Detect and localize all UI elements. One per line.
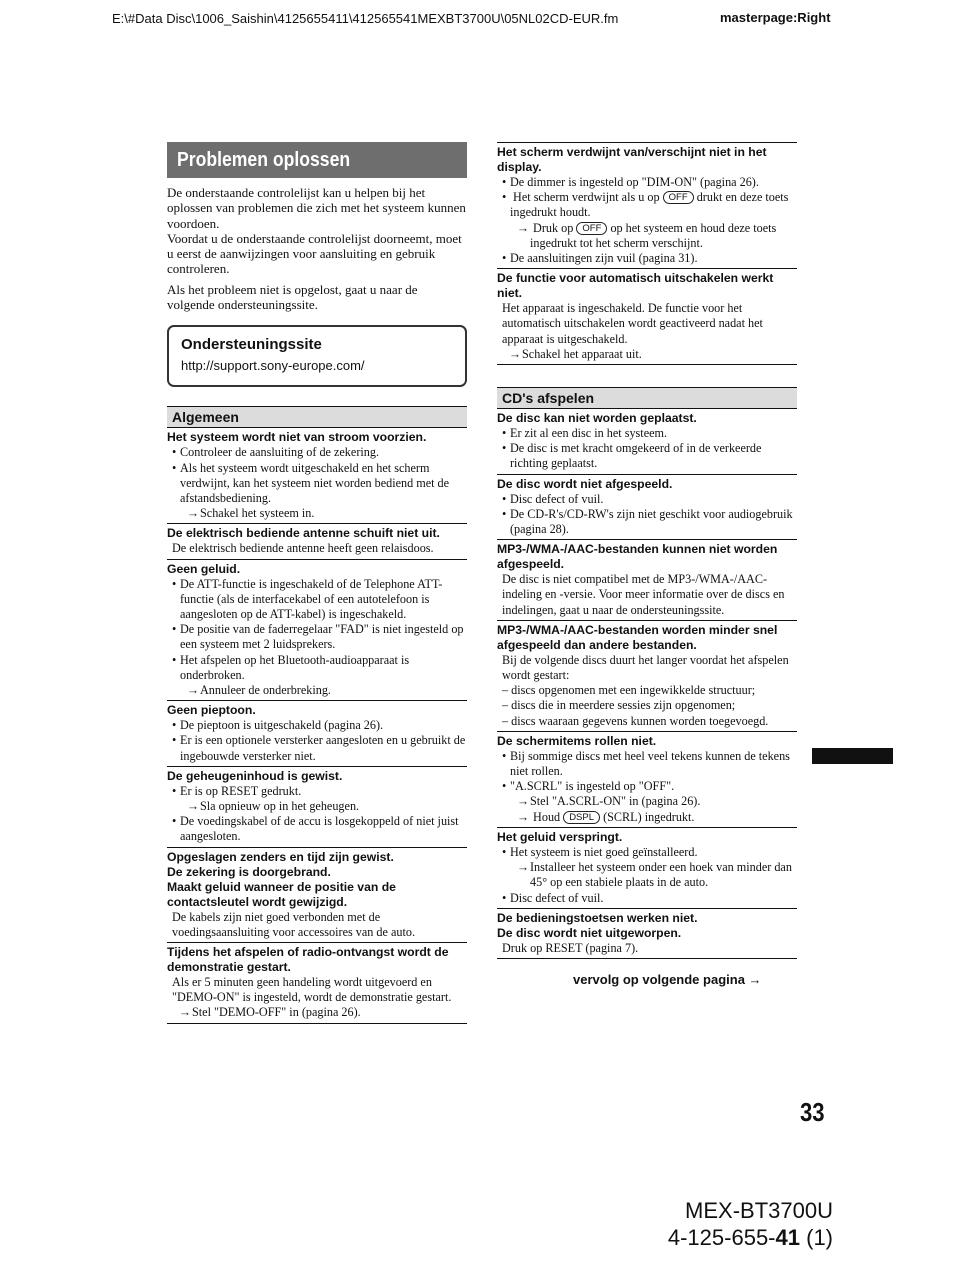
problem-heading: Het scherm verdwijnt van/verschijnt niet in het display. [497,145,767,174]
model-block [665,1197,833,1251]
problem-item [167,524,467,559]
bullet-item: • De voedingskabel of de accu is losgekoppeld of niet juist aangesloten. [167,814,467,844]
remedy-item: → Installeer het systeem onder een hoek van minder dan 45° op een stabiele plaats in de auto. [497,860,797,890]
problem-text: De elektrisch bediende antenne heeft geen relaisdoos. [172,541,434,556]
problem-heading: De functie voor automatisch uitschakelen werkt niet. [497,271,774,301]
problem-item [497,475,797,541]
bullet-item: • De ATT-functie is ingeschakeld of de Telephone ATT-functie (als de interfacekabel of een autotelefoon is aangesloten op de ATT-kabel) is ingeschakeld. [167,577,467,623]
model-name: MEX-BT3700U [685,1198,833,1223]
arrow-right-icon: → [748,972,762,987]
intro-paragraph: De onderstaande controlelijst kan u helpen bij het oplossen van problemen die zich met het systeem kunnen voordoen. Voordat u de onderstaande controlelijst doorneemt, moet u eerst de aanwijzingen voor aansluiting en gebruik controleren. [167,185,466,277]
bullet-item: • De CD-R's/CD-RW's zijn niet geschikt voor audiogebruik (pagina 28). [497,507,797,537]
problem-heading: Geen pieptoon. [167,703,256,718]
bullet-item: • Er is op RESET gedrukt. [167,784,467,799]
bullet-item: • Er is een optionele versterker aangesloten en u gebruikt de ingebouwde versterker niet. [167,733,467,763]
problem-heading: De geheugeninhoud is gewist. [167,768,343,783]
bullet-item: • Als het systeem wordt uitgeschakeld en het scherm verdwijnt, kan het systeem niet worden bediend met de afstandsbediening. [167,461,467,507]
bullet-item: • De disc is met kracht omgekeerd of in de verkeerde richting geplaatst. [497,441,797,471]
problem-item [497,732,797,828]
bullet-item: • De dimmer is ingesteld op "DIM-ON" (pagina 26). [497,175,797,190]
part-number: 4-125-655-41 (1) [667,1225,833,1250]
problem-item [167,943,467,1024]
problem-heading: De disc kan niet worden geplaatst. [497,411,697,426]
section-heading-general: Algemeen [167,406,467,428]
problem-heading: De elektrisch bediende antenne schuift niet uit. [167,526,440,541]
dash-item: – discs waaraan gegevens kunnen worden toegevoegd. [502,713,769,728]
problem-item [167,848,467,943]
support-url-link[interactable]: http://support.sony-europe.com/ [181,358,365,374]
remedy-item: → Stel "DEMO-OFF" in (pagina 26). [167,1005,467,1020]
problem-item [497,909,797,959]
off-button-glyph: OFF [576,222,607,235]
continue-note: vervolg op volgende pagina → [573,972,762,987]
remedy-item: → Schakel het apparaat uit. [497,347,797,362]
file-path-header: E:\#Data Disc\1006_Saishin\4125655411\412565541MEXBT3700U\05NL02CD-EUR.fm [112,11,619,26]
dash-item: – discs die in meerdere sessies zijn opgenomen; [502,698,736,713]
bullet-item: • Het systeem is niet goed geïnstalleerd. [497,845,797,860]
problem-text: Als er 5 minuten geen handeling wordt uitgevoerd en "DEMO-ON" is ingesteld, wordt de demonstratie gestart. [172,975,452,1005]
off-button-glyph: OFF [663,191,694,204]
problem-text: Bij de volgende discs duurt het langer voordat het afspelen wordt gestart: [502,652,789,683]
dash-item: – discs opgenomen met een ingewikkelde structuur; [502,683,756,698]
problem-item [497,142,797,269]
problem-item [167,560,467,702]
bullet-item: • De aansluitingen zijn vuil (pagina 31). [497,251,797,266]
problem-heading: De disc wordt niet afgespeeld. [497,476,673,491]
right-column [497,142,797,959]
problem-heading: Tijdens het afspelen of radio-ontvangst wordt de demonstratie gestart. [167,945,449,975]
bullet-item: • De positie van de faderregelaar "FAD" is niet ingesteld op een systeem met 2 luidsprekers. [167,622,467,652]
problem-text: De disc is niet compatibel met de MP3-/WMA-/AAC-indeling en -versie. Voor meer informatie over de discs en indelingen, gaat u naar de ondersteuningssite. [502,572,785,617]
section-tab-marker [812,748,893,764]
remedy-item: → Stel "A.SCRL-ON" in (pagina 26). [497,794,797,809]
problem-text: Druk op RESET (pagina 7). [502,940,639,955]
problem-item [497,540,797,621]
intro-text [167,185,467,312]
problem-item [167,428,467,524]
bullet-item: • Er zit al een disc in het systeem. [497,426,797,441]
problem-heading: De bedieningstoetsen werken niet. [497,910,698,925]
page-title-bar [167,142,467,178]
masterpage-label: masterpage:Right [720,10,831,25]
problem-heading: De schermitems rollen niet. [497,733,657,748]
left-column [167,142,467,1024]
page-title: Problemen oplossen [177,149,351,171]
problem-item [497,621,797,732]
problem-text: Het apparaat is ingeschakeld. De functie voor het automatisch uitschakelen wordt geactiveerd nadat het apparaat is uitgeschakeld. [502,301,763,346]
problem-item [497,269,797,365]
bullet-item: • Disc defect of vuil. [497,891,797,906]
problem-text: De kabels zijn niet goed verbonden met de voedingsaansluiting voor accessoires van de auto. [172,909,416,939]
bullet-item: • De pieptoon is uitgeschakeld (pagina 26). [167,718,467,733]
remedy-item: → Houd DSPL (SCRL) ingedrukt. [497,810,797,825]
problem-item [167,701,467,767]
problem-item [497,828,797,909]
bullet-item: • Disc defect of vuil. [497,492,797,507]
dspl-button-glyph: DSPL [563,811,600,824]
problem-heading: De disc wordt niet uitgeworpen. [497,925,682,940]
remedy-item: → Annuleer de onderbreking. [167,683,467,698]
problem-item [497,409,797,475]
page-number: 33 [800,1097,825,1127]
bullet-item: • Controleer de aansluiting of de zekering. [167,445,467,460]
bullet-item: • "A.SCRL" is ingesteld op "OFF". [497,779,797,794]
bullet-item: • Het afspelen op het Bluetooth-audioapparaat is onderbroken. [167,653,467,683]
remedy-item: → Druk op OFF op het systeem en houd deze toets ingedrukt tot het scherm verschijnt. [497,221,797,251]
section-heading-cd: CD's afspelen [497,387,797,409]
remedy-item: → Sla opnieuw op in het geheugen. [167,799,467,814]
intro-paragraph: Als het probleem niet is opgelost, gaat u naar de volgende ondersteuningssite. [167,281,418,313]
bullet-item: • Het scherm verdwijnt als u op OFF drukt en deze toets ingedrukt houdt. [497,190,797,220]
problem-heading: Opgeslagen zenders en tijd zijn gewist. [167,849,394,864]
support-title: Ondersteuningssite [181,336,322,354]
problem-heading: Maakt geluid wanneer de positie van de contactsleutel wordt gewijzigd. [167,879,396,909]
remedy-item: → Schakel het systeem in. [167,506,467,521]
bullet-item: • Bij sommige discs met heel veel tekens kunnen de tekens niet rollen. [497,749,797,779]
problem-heading: De zekering is doorgebrand. [167,864,331,879]
problem-heading: Het systeem wordt niet van stroom voorzien. [167,430,427,445]
problem-item [167,767,467,848]
problem-heading: Het geluid verspringt. [497,829,623,844]
problem-heading: MP3-/WMA-/AAC-bestanden kunnen niet worden afgespeeld. [497,542,778,572]
problem-heading: Geen geluid. [167,561,241,576]
support-site-box [167,325,467,387]
problem-heading: MP3-/WMA-/AAC-bestanden worden minder snel afgespeeld dan andere bestanden. [497,622,778,652]
